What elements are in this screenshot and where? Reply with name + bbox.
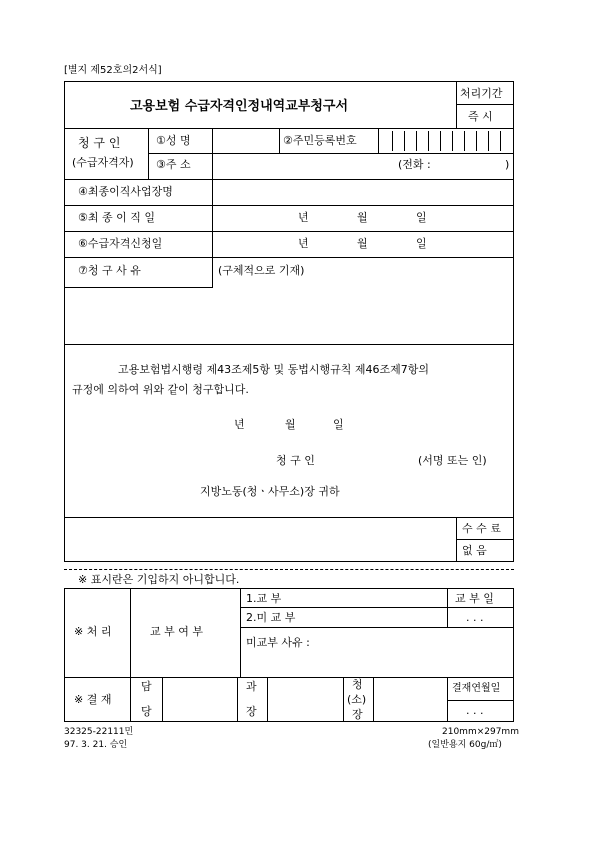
phone-input[interactable] xyxy=(445,155,503,177)
address-input[interactable] xyxy=(213,154,383,178)
ssn-input[interactable] xyxy=(379,129,512,152)
staff-signature-box[interactable] xyxy=(163,678,236,721)
approval-date-label: 결재연월일 xyxy=(452,683,501,694)
name-label: ①성 명 xyxy=(156,134,191,147)
month-unit: 월 xyxy=(357,237,368,250)
year-unit: 년 xyxy=(298,237,309,250)
day-unit: 일 xyxy=(416,237,427,250)
fee-label: 수 수 료 xyxy=(462,522,501,535)
office-use-notice: ※ 표시란은 기입하지 아니합니다. xyxy=(78,573,240,586)
non-issue-reason-input[interactable] xyxy=(320,630,510,674)
day-unit: 일 xyxy=(333,418,344,431)
form-title: 고용보험 수급자격인정내역교부청구서 xyxy=(130,99,349,114)
footer-approval: 97. 3. 21. 승인 xyxy=(64,740,128,750)
form-number: [별지 제52호의2서식] xyxy=(64,65,162,76)
approval-date-dots[interactable]: . . . xyxy=(466,704,484,717)
office-head-signature-box[interactable] xyxy=(374,678,446,721)
staff-label-top: 담 xyxy=(141,680,152,693)
claimant-sublabel: (수급자격자) xyxy=(72,156,134,169)
approval-label: ※ 결 재 xyxy=(74,693,112,706)
qualification-apply-date-label: ⑥수급자격신청일 xyxy=(78,237,163,250)
footer-paper-size: 210mm×297mm xyxy=(442,727,519,737)
staff-label-bottom: 당 xyxy=(141,705,152,718)
office-head-top: 청 xyxy=(352,678,363,691)
non-issue-reason-label: 미교부 사유 : xyxy=(246,636,310,649)
issue-date-label: 교 부 일 xyxy=(455,592,494,605)
footer-paper-type: (일반용지 60g/㎡) xyxy=(428,740,502,750)
day-unit: 일 xyxy=(416,211,427,224)
statement-line1: 고용보험법시행령 제43조제5항 및 동법시행규칙 제46조제7항의 xyxy=(118,363,429,376)
last-leave-date-input[interactable] xyxy=(213,206,512,230)
section-chief-top: 과 xyxy=(246,680,257,693)
office-head-bottom: 장 xyxy=(352,708,363,721)
issue-date-dots[interactable]: . . . xyxy=(466,611,484,624)
processing-period-value: 즉 시 xyxy=(468,110,493,123)
reason-hint: (구체적으로 기재) xyxy=(218,264,305,277)
option-issued[interactable]: 1.교 부 xyxy=(246,592,282,605)
phone-label: (전화 : xyxy=(398,158,431,171)
ssn-label: ②주민등록번호 xyxy=(283,134,357,147)
reason-label: ⑦청 구 사 유 xyxy=(78,264,141,277)
claimant-label: 청 구 인 xyxy=(78,136,121,150)
statement-line2: 규정에 의하여 위와 같이 청구합니다. xyxy=(72,383,249,396)
year-unit: 년 xyxy=(298,211,309,224)
phone-close: ) xyxy=(505,158,510,171)
issue-status-label: 교 부 여 부 xyxy=(150,625,203,638)
month-unit: 월 xyxy=(357,211,368,224)
office-head-mid: (소) xyxy=(347,693,367,706)
last-workplace-input[interactable] xyxy=(213,180,512,204)
last-leave-date-label: ⑤최 종 이 직 일 xyxy=(78,211,155,224)
qualification-apply-date-input[interactable] xyxy=(213,232,512,256)
month-unit: 월 xyxy=(285,418,296,431)
footer-code: 32325-22111민 xyxy=(64,727,134,737)
signature-claimant-label: 청 구 인 xyxy=(276,454,315,467)
process-label: ※ 처 리 xyxy=(74,625,112,638)
name-input[interactable] xyxy=(213,129,278,152)
section-chief-bottom: 장 xyxy=(246,705,257,718)
reason-textarea[interactable] xyxy=(213,280,512,343)
processing-period-label: 처리기간 xyxy=(460,87,503,100)
signature-hint: (서명 또는 인) xyxy=(418,454,487,467)
option-not-issued[interactable]: 2.미 교 부 xyxy=(246,611,296,624)
last-workplace-label: ④최종이직사업장명 xyxy=(78,185,173,198)
addressee: 지방노동(청ㆍ사무소)장 귀하 xyxy=(200,485,340,498)
fee-value: 없 음 xyxy=(462,544,487,557)
section-chief-signature-box[interactable] xyxy=(268,678,342,721)
year-unit: 년 xyxy=(234,418,245,431)
address-label: ③주 소 xyxy=(156,158,191,171)
separator-line xyxy=(64,569,514,570)
